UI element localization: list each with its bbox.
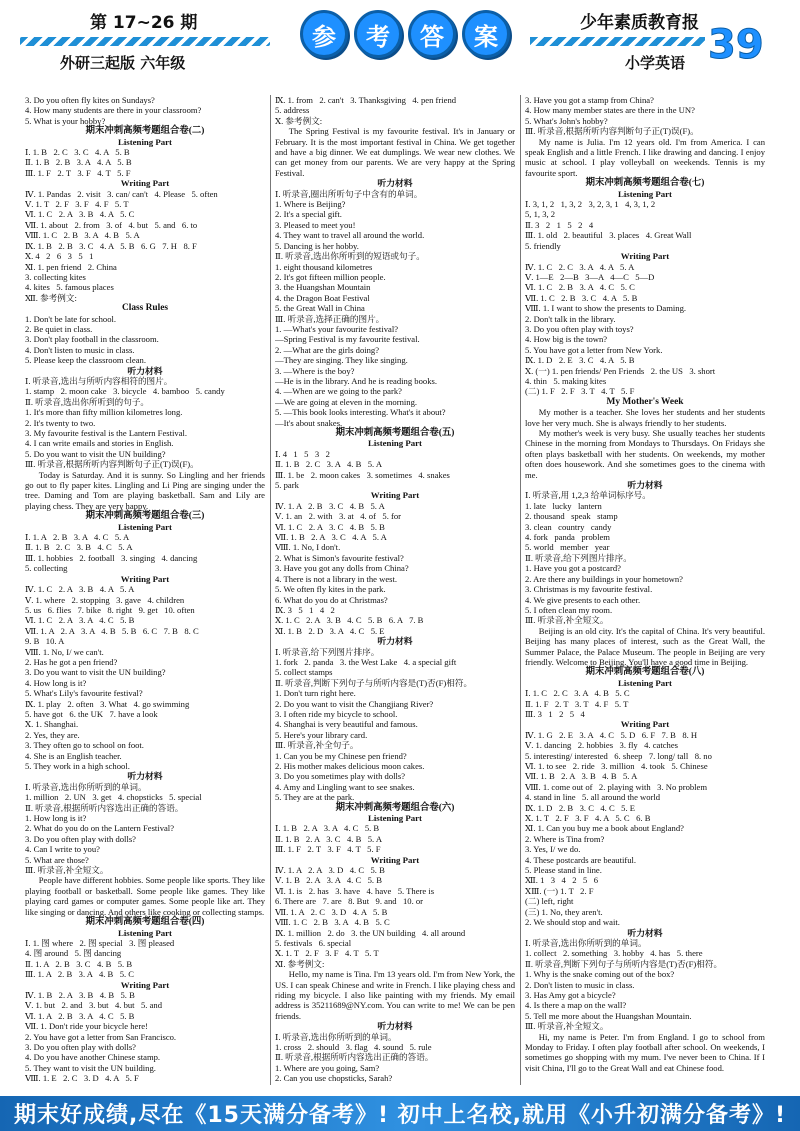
footer-slogan: 期末好成绩,尽在《15天满分备考》! 初中上名校,就用《小升初满分备考》! — [13, 1103, 787, 1128]
paragraph: Hello, my name is Tina. I'm 13 years old. I'm from New York, the US. I can speak Chinese and write in French. I like playing chess and riding my bicycle. I also like painting with my friends. My email address is 35211689@NY.com. You can write to me! We can be pen friends. — [275, 969, 515, 1021]
answer-line: ⅩⅢ. (一) 1. T 2. F — [525, 885, 594, 896]
answer-line: Ⅱ. 1. F 2. T 3. T 4. F 5. T — [525, 698, 629, 709]
answer-line: Ⅵ. 1. C 2. A 3. B 4. A 5. C — [25, 209, 135, 220]
answer-line: 1. Don't turn right here. — [275, 688, 356, 699]
paragraph: My mother's week is very busy. She usually teaches her students Chinese in the morning from Mondays to Thursdays. On Fridays she often plays basketball with her students. On weekends, my mother often does housework. And she sometimes goes to the cinema with me. — [525, 428, 765, 480]
subsection-title: 听力材料 — [127, 365, 163, 376]
subsection-title: Listening Part — [117, 521, 172, 532]
answer-line: Ⅲ. 听录音,补全短文。 — [525, 1021, 609, 1032]
answer-line: Ⅸ. 1. D 2. E 3. C 4. A 5. B — [525, 355, 635, 366]
answer-line: Ⅰ. 听录音,选出你所听到的单词。 — [25, 781, 147, 792]
answer-line: 4. fork panda problem — [525, 532, 610, 543]
answer-line: 3. Christmas is my favourite festival. — [525, 584, 653, 595]
answer-line: Ⅱ. 听录音,根据所听内容选出正确的答语。 — [275, 1052, 434, 1063]
answer-line: Ⅷ. 1. come out of 2. playing with 3. No problem — [525, 781, 708, 792]
subsection-title: 听力材料 — [377, 1021, 413, 1032]
answer-line: Ⅰ. 听录音,选出你所听到的单词。 — [275, 1031, 397, 1042]
answer-line: Ⅱ. 1. B 2. C 3. A 4. B 5. A — [275, 459, 383, 470]
answer-line: 1. Have you got a postcard? — [525, 563, 621, 574]
subsection-title: Listening Part — [117, 927, 172, 938]
answer-line: Ⅻ. 参考例文: — [25, 292, 77, 303]
answer-line: 2. —What are the girls doing? — [275, 344, 380, 355]
answer-line: 1. million 2. UN 3. get 4. chopsticks 5. special — [25, 792, 202, 803]
answer-line: 1. Where are you going, Sam? — [275, 1062, 380, 1073]
answer-line: Ⅰ. 1. B 2. A 3. A 4. C 5. B — [275, 823, 380, 834]
answer-line: 3. clean country candy — [525, 521, 612, 532]
answer-columns — [25, 95, 780, 1091]
answer-line: Ⅵ. 1. to see 2. ride 3. million 4. took 5. Chinese — [525, 761, 708, 771]
answer-line: Ⅷ. 1. No, I/ we can't. — [25, 646, 104, 657]
answer-line: 1. cross 2. should 3. flag 4. sound 5. rule — [275, 1041, 432, 1052]
answer-line: Ⅰ. 3, 1, 2 1, 3, 2 3, 2, 3, 1 4, 3, 1, 2 — [525, 199, 656, 210]
answer-line: Ⅰ. 听录音,选出你所听到的单词。 — [525, 937, 647, 948]
answer-line: Ⅳ. 1. C 2. A 3. B 4. A 5. A — [25, 584, 135, 595]
answer-line: 5. address — [275, 105, 310, 116]
answer-line: 5. festivals 6. special — [275, 937, 352, 948]
answer-line: 4. How long is it? — [25, 677, 87, 688]
answer-line: 5. What are those? — [25, 854, 89, 865]
answer-line: Ⅰ. 1. 图 where 2. 图 special 3. 图 pleased — [25, 937, 175, 948]
answer-line: —They are singing. They like singing. — [275, 355, 408, 366]
answer-line: —We are going at eleven in the morning. — [275, 396, 418, 407]
answer-line: Ⅳ. 1. A 2. B 3. C 4. B 5. A — [275, 500, 385, 511]
logo-char: 案 — [462, 10, 510, 58]
answer-line: 5. They want to visit the UN building. — [25, 1062, 156, 1073]
answer-line: 1. stamp 2. moon cake 3. bicycle 4. bamboo 5. candy — [25, 386, 225, 397]
answer-line: Ⅻ. 1 3 4 2 5 6 — [525, 875, 599, 886]
answer-line: 5. —This book looks interesting. What's it about? — [275, 407, 446, 418]
footer-banner — [0, 1096, 800, 1131]
answer-line: Ⅸ. 1. play 2. often 3. What 4. go swimming — [25, 698, 190, 709]
answer-line: 5. interesting/ interested 6. sheep 7. long/ tall 8. no — [525, 750, 712, 761]
answer-line: 5. Do you want to visit the UN building? — [25, 448, 166, 459]
column-divider — [270, 95, 271, 1085]
answer-line: 5. They work in a high school. — [25, 761, 130, 771]
answer-line: 3. Do you often play with dolls? — [25, 1041, 136, 1052]
answer-line: Ⅲ. 听录音,选择正确的图片。 — [275, 313, 385, 324]
paragraph: Hi, my name is Peter. I'm from England. I go to school from Monday to Friday. I often play football after school. On weekends, I sometimes go shopping with my mum. I've never been to China. If I visit China, I'll go to the Great Wall and eat Chinese food. — [525, 1031, 765, 1073]
answer-line: 5. Please keep the classroom clean. — [25, 355, 146, 366]
answer-line: 2. What do you do on the Lantern Festival? — [25, 823, 175, 834]
column-divider — [520, 95, 521, 1085]
answer-line: Ⅱ. 听录音,根据所听内容选出正确的答语。 — [25, 802, 184, 813]
section-title: Class Rules — [121, 303, 169, 314]
answer-line: 4. Don't listen to music in class. — [25, 344, 135, 355]
answer-line: Ⅸ. 1. from 2. can't 3. Thanksgiving 4. pen friend — [275, 95, 457, 105]
answer-line: Ⅵ. 1. C 2. A 3. C 4. B 5. B — [275, 521, 385, 532]
answer-line: 5. the Great Wall in China — [275, 303, 365, 314]
answer-line: 4. Can I write to you? — [25, 844, 100, 855]
answer-line: 2. Don't talk in the library. — [525, 313, 616, 324]
answer-line: 3. Do you sometimes play with dolls? — [275, 771, 406, 782]
section-title: 期末冲刺高频考题组合卷(八) — [585, 667, 705, 678]
answer-line: Ⅲ. 1. old 2. beautiful 3. places 4. Great Wall — [525, 230, 692, 241]
answer-line: Ⅱ. 1. B 2. B 3. A 4. A 5. B — [25, 157, 132, 168]
subsection-title: Writing Part — [370, 854, 420, 865]
answer-line: 4. Is there a map on the wall? — [525, 1000, 627, 1011]
answer-line: —It's about snakes. — [275, 417, 343, 428]
answer-line: Ⅰ. 1. B 2. C 3. C 4. A 5. B — [25, 147, 130, 158]
answer-line: Ⅰ. 1. A 2. B 3. A 4. C 5. A — [25, 532, 130, 543]
answer-line: 6. What do you do at Christmas? — [275, 594, 388, 605]
answer-line: Ⅲ. 听录音,补全短文。 — [525, 615, 609, 626]
answer-line: 4. stand in line 5. all around the world — [525, 792, 661, 803]
answer-line: 5. Dancing is her hobby. — [275, 240, 359, 251]
answer-line: —He is in the library. And he is reading books. — [275, 375, 437, 386]
answer-line: 1. It's more than fifty million kilometres long. — [25, 407, 183, 418]
answer-line: Ⅱ. 1. A 2. B 3. C 4. B 5. B — [25, 958, 133, 969]
answer-line: 2. Where is Tina from? — [525, 833, 605, 844]
subsection-title: Listening Part — [117, 136, 172, 147]
answer-line: 5. I often clean my room. — [525, 604, 613, 615]
answer-line: 4. 图 around 5. 图 dancing — [25, 948, 122, 959]
paragraph: People have different hobbies. Some people like sports. They like playing football or basketball. Some people like games. They like playing card games or computer games. Some people like art. They like singing or dancing. And others like cooking or collecting stamps. — [25, 875, 265, 917]
answer-line: Ⅱ. 3 2 1 5 2 4 — [525, 219, 594, 230]
answer-line: Ⅱ. 听录音,选出你所听到的句子。 — [25, 396, 150, 407]
answer-line: 2. Yes, they are. — [25, 729, 80, 740]
answer-line: 3. Do you often fly kites on Sundays? — [25, 95, 155, 105]
answer-line: 4. She is an English teacher. — [25, 750, 122, 761]
answer-line: 4. the Dragon Boat Festival — [275, 292, 370, 303]
answer-line: Ⅲ. 1. A 2. B 3. A 4. B 5. C — [25, 969, 135, 980]
answer-line: Ⅹ. 4 2 6 3 5 1 — [25, 251, 94, 262]
paragraph: The Spring Festival is my favourite festival. It's in January or February. It is the most important festival in China. We get together and have a big dinner. We eat dumplings. We wear new clothes. We can get money from our parents. We are very happy at the Spring Festival. — [275, 126, 515, 178]
answer-line: Ⅲ. 听录音,补全句子。 — [275, 740, 359, 751]
answer-line: Ⅷ. 1. C 2. B 3. A 4. B 5. C — [275, 917, 390, 928]
subsection-title: Writing Part — [120, 178, 170, 189]
answer-line: Ⅴ. 1—E 2—B 3—A 4—C 5—D — [525, 271, 655, 282]
answer-line: Ⅲ. 听录音,根据所听内容判断句子正(T)误(F)。 — [525, 126, 699, 137]
answer-line: Ⅳ. 1. G 2. E 3. A 4. C 5. D 6. F 7. B 8. H — [525, 729, 698, 740]
header-left — [20, 8, 270, 73]
answer-line: 3. Don't play football in the classroom. — [25, 334, 159, 345]
answer-line: Ⅵ. 1. A 2. B 3. A 4. C 5. B — [25, 1010, 135, 1021]
answer-line: Ⅰ. 听录音,选出与所听内容相符的图片。 — [25, 375, 173, 386]
answer-line: 4. There is not a library in the west. — [275, 573, 398, 584]
edition-label: 外研三起版 六年级 — [60, 54, 186, 72]
answer-line: 2. His mother makes delicious moon cakes. — [275, 761, 425, 771]
answer-line: 3. Do you often play with dolls? — [25, 833, 136, 844]
answer-line: 4. kites 5. famous places — [25, 282, 114, 293]
answer-line: 3. My favourite festival is the Lantern Festival. — [25, 428, 188, 438]
answer-line: 4. Do you have another Chinese stamp. — [25, 1052, 161, 1063]
answer-line: 2. It's twenty to two. — [25, 417, 96, 428]
column-1 — [25, 95, 265, 1091]
answer-line: Ⅱ. 听录音,判断下列句子与所听内容是(T)否(F)相符。 — [275, 677, 473, 688]
logo-char: 答 — [408, 10, 456, 58]
answer-line: 3. Do you often play with toys? — [525, 323, 634, 334]
subsection-title: Writing Part — [620, 251, 670, 262]
logo-char: 考 — [354, 10, 402, 58]
answer-line: Ⅷ. 1. E 2. C 3. D 4. A 5. F — [25, 1073, 139, 1084]
answer-line: 3. They often go to school on foot. — [25, 740, 144, 751]
answer-line: 4. I can write emails and stories in English. — [25, 438, 174, 449]
answer-line: 5. Please stand in line. — [525, 865, 602, 876]
section-title: 期末冲刺高频考题组合卷(七) — [585, 178, 705, 189]
answer-line: 3. Do you want to visit the UN building? — [25, 667, 166, 678]
answer-line: Ⅲ. 1. hobbies 2. football 3. singing 4. dancing — [25, 552, 198, 563]
answer-line: Ⅲ. 听录音,补全短文。 — [25, 865, 109, 876]
answer-line: Ⅹ. 1. T 2. F 3. F 4. T 5. T — [275, 948, 379, 959]
answer-line: 1. —What's your favourite festival? — [275, 323, 399, 334]
section-title: 期末冲刺高频考题组合卷(六) — [335, 802, 455, 813]
paragraph: Today is Saturday. And it is sunny. So Lingling and her friends go out to fly paper kites. Lingling and Li Ping are singing under the tree. Daming and Tom are playing basketball. Sam and Lily are playing chess. They are very happy. — [25, 469, 265, 511]
answer-line: Ⅰ. 听录音,用 1,2,3 给单词标序号。 — [525, 490, 651, 501]
answer-line: 5. Tell me more about the Huangshan Mountain. — [525, 1010, 692, 1021]
answer-line: Ⅸ. 1. D 2. B 3. C 4. C 5. E — [525, 802, 635, 813]
answer-line: 5, 1, 3, 2 — [525, 209, 556, 220]
answer-line: Ⅶ. 1. C 2. B 3. C 4. A 5. B — [525, 292, 638, 303]
section-title: 期末冲刺高频考题组合卷(三) — [85, 511, 205, 522]
answer-line: 3. I often ride my bicycle to school. — [275, 708, 398, 719]
answer-line: 5. friendly — [525, 240, 561, 251]
answer-line: (二) left, right — [525, 896, 574, 907]
answer-line: 2. Be quiet in class. — [25, 323, 93, 334]
answer-line: Ⅶ. 1. B 2. A 3. B 4. B 5. A — [525, 771, 638, 782]
answer-line: Ⅰ. 听录音,圈出所听句子中含有的单词。 — [275, 188, 423, 199]
answer-line: Ⅴ. 1. B 2. A 3. A 4. C 5. B — [275, 875, 382, 886]
answer-line: Ⅸ. 1. B 2. B 3. C 4. A 5. B 6. G 7. H 8. F — [25, 240, 197, 251]
decorative-stripe — [530, 37, 705, 46]
answer-line: 2. Do you want to visit the Changjiang River? — [275, 698, 434, 709]
subsection-title: 听力材料 — [627, 480, 663, 491]
answer-line: 5. collecting — [25, 563, 68, 574]
answer-line: 4. We give presents to each other. — [525, 594, 641, 605]
answer-line: 3. Has Amy got a bicycle? — [525, 989, 616, 1000]
section-title: 期末冲刺高频考题组合卷(二) — [85, 126, 205, 137]
answer-line: Ⅶ. 1. A 2. C 3. D 4. A 5. B — [275, 906, 388, 917]
answer-line: 5. You have got a letter from New York. — [525, 344, 663, 355]
section-title: 期末冲刺高频考题组合卷(四) — [85, 917, 205, 928]
answer-line: 1. Can you be my Chinese pen friend? — [275, 750, 407, 761]
answer-line: Ⅳ. 1. Pandas 2. visit 3. can/ can't 4. Please 5. often — [25, 188, 218, 199]
paragraph: My name is Julia. I'm 12 years old. I'm from America. I can speak English and a little French. I like drawing and dancing. I enjoy music at school. I play volleyball on weekends. Tennis is my favourite sport. — [525, 136, 765, 178]
answer-line: 2. You have got a letter from San Francisco. — [25, 1031, 177, 1042]
answer-line: 4. thin 5. making kites — [525, 375, 607, 386]
answer-line: Ⅷ. 1. No, I don't. — [275, 542, 341, 553]
answer-line: 2. Has he got a pen friend? — [25, 656, 118, 667]
answer-line: Ⅲ. 听录音,根据所听内容判断句子正(T)误(F)。 — [25, 459, 199, 470]
page-number: 39 — [708, 22, 764, 68]
answer-line: Ⅲ. 1. F 2. T 3. F 4. T 5. F — [275, 844, 381, 855]
answer-line: 5. collect stamps — [275, 667, 333, 678]
answer-line: 4. These postcards are beautiful. — [525, 854, 637, 865]
answer-line: Ⅱ. 听录音,判断下列句子与所听内容是(T)否(F)相符。 — [525, 958, 723, 969]
answer-line: Ⅲ. 1. be 2. moon cakes 3. sometimes 4. snakes — [275, 469, 450, 480]
answer-line: 1. Where is Beijing? — [275, 199, 346, 210]
answer-line: 3. collecting kites — [25, 271, 86, 282]
section-title: 期末冲刺高频考题组合卷(五) — [335, 428, 455, 438]
answer-line: 3. the Huangshan Mountain — [275, 282, 371, 293]
answer-line: —Spring Festival is my favourite festival. — [275, 334, 420, 345]
answer-line: 5. They are at the park. — [275, 792, 355, 803]
answer-line: 1. Why is the snake coming out of the box? — [525, 969, 675, 980]
answer-line: 3. —Where is the boy? — [275, 365, 355, 376]
answer-line: Ⅳ. 1. B 2. A 3. B 4. B 5. B — [25, 989, 135, 1000]
answer-line: Ⅵ. 1. C 2. B 3. A 4. C 5. C — [525, 282, 635, 293]
subsection-title: 听力材料 — [627, 927, 663, 938]
answer-line: 3. Pleased to meet you! — [275, 219, 356, 230]
answer-line: 5. have got 6. the UK 7. have a look — [25, 708, 158, 719]
answer-line: 2. Can you use chopsticks, Sarah? — [275, 1073, 393, 1084]
column-2 — [275, 95, 515, 1091]
subsection-title: 听力材料 — [377, 636, 413, 647]
subsection-title: 听力材料 — [377, 178, 413, 189]
answer-line: 1. late lucky lantern — [525, 500, 602, 511]
answer-line: 5. world member year — [525, 542, 610, 553]
subsection-title: Writing Part — [370, 490, 420, 501]
answer-line: 2. We should stop and wait. — [525, 917, 620, 928]
answer-line: Ⅹ. 1. C 2. A 3. B 4. C 5. B 6. A 7. B — [275, 615, 424, 626]
answer-line: Ⅵ. 1. is 2. has 3. have 4. have 5. There is — [275, 885, 435, 896]
answer-line: Ⅺ. 1. pen friend 2. China — [25, 261, 117, 272]
answer-line: 2. thousand speak stamp — [525, 511, 618, 522]
subsection-title: Writing Part — [620, 719, 670, 730]
answer-line: Ⅳ. 1. C 2. C 3. A 4. A 5. A — [525, 261, 635, 272]
subsection-title: Writing Part — [120, 573, 170, 584]
answer-line: Ⅸ. 1. million 2. do 3. the UN building 4. all around — [275, 927, 466, 938]
answer-line: 5. park — [275, 480, 299, 491]
answer-line: Ⅵ. 1. C 2. A 3. A 4. C 5. B — [25, 615, 135, 626]
answer-line: Ⅰ. 听录音,给下列图片排序。 — [275, 646, 380, 657]
answer-line: Ⅶ. 1. B 2. A 3. C 4. A 5. A — [275, 532, 387, 543]
answer-line: Ⅷ. 1. I want to show the presents to Daming. — [525, 303, 687, 314]
answer-line: Ⅺ. 1. B 2. D 3. A 4. C 5. E — [275, 625, 385, 636]
answer-line: Ⅶ. 1. about 2. from 3. of 4. but 5. and 6. to — [25, 219, 198, 230]
answer-line: 5. What's John's hobby? — [525, 115, 608, 126]
answer-line: (二) 1. F 2. F 3. T 4. T 5. F — [525, 386, 635, 397]
answer-line: 4. —When are we going to the park? — [275, 386, 402, 397]
answer-line: 5. What's Lily's favourite festival? — [25, 688, 143, 699]
answer-line: 2. Don't listen to music in class. — [525, 979, 635, 990]
answer-line: Ⅰ. 4 1 5 3 2 — [275, 448, 330, 459]
answer-line: 3. Have you got any dolls from China? — [275, 563, 409, 574]
section-title: My Mother's Week — [606, 396, 684, 407]
answer-line: 3. Have you got a stamp from China? — [525, 95, 654, 105]
answer-line: Ⅺ. 参考例文: — [275, 958, 325, 969]
answer-line: Ⅹ. 1. T 2. F 3. F 4. A 5. C 6. B — [525, 813, 651, 824]
issue-range: 第 17~26 期 — [90, 13, 198, 33]
subsection-title: Listening Part — [367, 813, 422, 824]
answer-line: 4. Shanghai is very beautiful and famous. — [275, 719, 418, 730]
answer-line: Ⅹ. 参考例文: — [275, 115, 323, 126]
answer-line: 4. How many member states are there in the UN? — [525, 105, 695, 116]
answer-line: Ⅴ. 1. but 2. and 3. but 4. but 5. and — [25, 1000, 163, 1011]
logo-char: 参 — [300, 10, 348, 58]
decorative-stripe — [20, 37, 270, 46]
answer-line: (三) 1. No, they aren't. — [525, 906, 603, 917]
column-3 — [525, 95, 765, 1091]
answer-line: 1. collect 2. something 3. hobby 4. has 5. there — [525, 948, 703, 959]
subsection-title: 听力材料 — [127, 771, 163, 782]
answer-line: Ⅴ. 1. where 2. stopping 3. gave 4. children — [25, 594, 185, 605]
answer-line: Ⅲ. 3 1 2 5 4 — [525, 708, 585, 719]
answer-line: 4. How big is the town? — [525, 334, 608, 345]
answer-key-logo — [300, 10, 510, 58]
answer-line: Ⅱ. 1. B 2. A 3. C 4. B 5. A — [275, 833, 383, 844]
answer-line: 2. It's a special gift. — [275, 209, 342, 220]
answer-line: 6. There are 7. are 8. But 9. and 10. or — [275, 896, 424, 907]
newspaper-name: 少年素质教育报 — [580, 13, 699, 33]
subsection-title: Listening Part — [617, 188, 672, 199]
answer-line: Ⅷ. 1. C 2. B 3. A 4. B 5. A — [25, 230, 140, 241]
answer-line: 1. Don't be late for school. — [25, 313, 117, 324]
answer-line: Ⅴ. 1. T 2. F 3. F 4. F 5. T — [25, 199, 129, 210]
answer-line: Ⅰ. 1. C 2. C 3. A 4. B 5. C — [525, 688, 630, 699]
answer-line: Ⅶ. 1. Don't ride your bicycle here! — [25, 1021, 148, 1032]
answer-line: Ⅱ. 听录音,给下列图片排序。 — [525, 552, 632, 563]
subsection-title: Writing Part — [120, 979, 170, 990]
answer-line: 2. What is Simon's favourite festival? — [275, 552, 404, 563]
answer-line: 1. How long is it? — [25, 813, 87, 824]
answer-line: 4. They want to travel all around the world. — [275, 230, 425, 241]
answer-line: Ⅳ. 1. A 2. A 3. D 4. C 5. B — [275, 865, 385, 876]
subsection-title: Listening Part — [617, 677, 672, 688]
answer-line: 1. fork 2. panda 3. the West Lake 4. a special gift — [275, 656, 457, 667]
answer-line: 5. us 6. flies 7. bike 8. right 9. get 10. often — [25, 604, 195, 615]
subject-label: 小学英语 — [625, 54, 686, 72]
answer-line: Ⅴ. 1. an 2. with 3. at 4. of 5. for — [275, 511, 402, 522]
answer-line: Ⅴ. 1. dancing 2. hobbies 3. fly 4. catches — [525, 740, 678, 751]
answer-line: 4. How many students are there in your classroom? — [25, 105, 202, 116]
answer-line: Ⅶ. 1. A 2. A 3. A 4. B 5. B 6. C 7. B 8. C — [25, 625, 199, 636]
subsection-title: Listening Part — [367, 438, 422, 449]
answer-line: Ⅱ. 听录音,选出你所听到的短语或句子。 — [275, 251, 425, 262]
answer-line: 4. Amy and Lingling want to see snakes. — [275, 781, 415, 792]
answer-line: 2. It's got fifteen million people. — [275, 271, 386, 282]
answer-line: Ⅸ. 3 5 1 4 2 — [275, 604, 335, 615]
answer-line: 1. eight thousand kilometres — [275, 261, 373, 272]
answer-line: 9. B 10. A — [25, 636, 65, 647]
answer-line: Ⅹ. 1. Shanghai. — [25, 719, 79, 730]
paragraph: My mother is a teacher. She loves her students and her students love her very much. She is always friendly to her students. — [525, 407, 765, 428]
answer-line: Ⅱ. 1. B 2. C 3. B 4. C 5. A — [25, 542, 133, 553]
answer-line: Ⅹ. (一) 1. pen friends/ Pen Friends 2. the US 3. short — [525, 365, 716, 376]
page-header — [0, 0, 800, 92]
answer-line: 5. What is your hobby? — [25, 115, 106, 126]
answer-line: Ⅲ. 1. F 2. T 3. F 4. T 5. F — [25, 167, 131, 178]
paragraph: Beijing is an old city. It's the capital of China. It's very beautiful. Beijing has many places of interest, such as the Great Wall, the Summer Palace, the Palace Museum. The people in Beijing are very friendly. Welcome to Beijing. You'll have a good time in Beijing. — [525, 625, 765, 667]
answer-line: 2. Are there any buildings in your hometown? — [525, 573, 683, 584]
answer-line: Ⅺ. 1. Can you buy me a book about England? — [525, 823, 684, 834]
answer-line: 3. Yes, I/ we do. — [525, 844, 581, 855]
answer-line: 5. We often fly kites in the park. — [275, 584, 386, 595]
answer-line: 5. Here's your library card. — [275, 729, 368, 740]
